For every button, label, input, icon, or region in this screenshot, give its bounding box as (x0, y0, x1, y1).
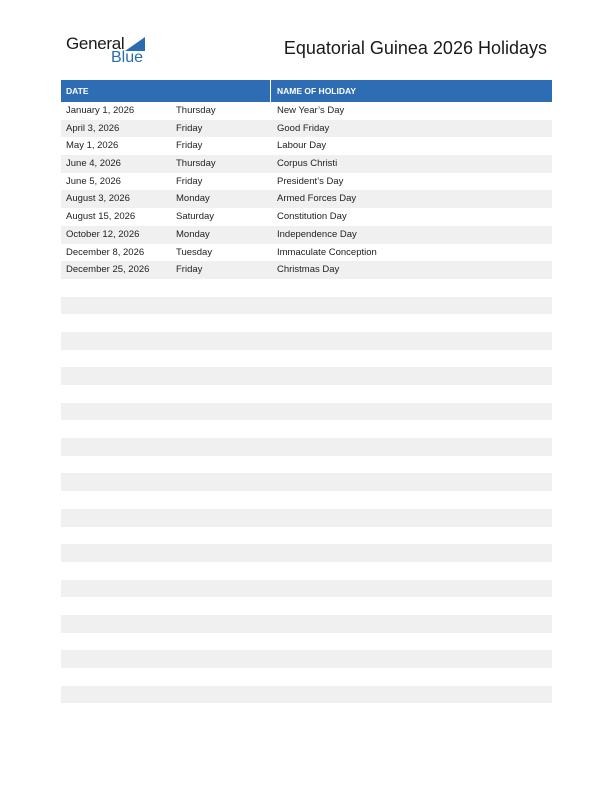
holiday-weekday: Thursday (176, 105, 216, 116)
table-row (61, 120, 552, 138)
holiday-name: Armed Forces Day (277, 193, 357, 205)
holiday-weekday: Friday (176, 140, 203, 152)
logo-text-general: General (66, 34, 125, 53)
holiday-name: New Year’s Day (277, 105, 345, 116)
table-row (61, 173, 552, 191)
table-row (61, 562, 552, 580)
table-row (61, 279, 552, 297)
table-row (61, 650, 552, 668)
holiday-date: June 4, 2026 (66, 158, 121, 170)
holiday-weekday: Monday (176, 228, 210, 240)
table-row (61, 226, 552, 244)
table-row (61, 297, 552, 315)
logo-text-blue: Blue (111, 49, 144, 66)
table-body (61, 102, 552, 721)
holiday-weekday: Friday (176, 264, 203, 276)
holiday-name: Constitution Day (277, 211, 347, 223)
table-row (61, 527, 552, 545)
holiday-date: August 3, 2026 (66, 193, 130, 205)
holiday-date: August 15, 2026 (66, 211, 136, 223)
table-row (61, 668, 552, 686)
holiday-name: Christmas Day (277, 264, 340, 276)
brand-logo (66, 34, 156, 70)
table-row (61, 155, 552, 173)
holiday-table (61, 80, 552, 721)
table-row (61, 580, 552, 598)
page-title: Equatorial Guinea 2026 Holidays (283, 38, 547, 58)
table-row (61, 261, 552, 279)
table-row (61, 314, 552, 332)
table-row (61, 615, 552, 633)
holiday-name: President’s Day (277, 175, 344, 187)
table-row (61, 491, 552, 509)
holiday-weekday: Monday (176, 193, 210, 205)
holiday-weekday: Thursday (176, 158, 216, 170)
holiday-name: Labour Day (277, 140, 327, 152)
table-row (61, 633, 552, 651)
table-row (61, 597, 552, 615)
holiday-date: December 8, 2026 (66, 246, 145, 258)
table-row (61, 473, 552, 491)
holiday-date: December 25, 2026 (66, 264, 150, 276)
table-row (61, 385, 552, 403)
holiday-weekday: Friday (176, 175, 203, 187)
column-header-holiday-name: NAME OF HOLIDAY (277, 86, 357, 96)
table-row (61, 244, 552, 262)
holiday-date: October 12, 2026 (66, 228, 140, 240)
holiday-weekday: Friday (176, 122, 203, 134)
table-row (61, 703, 552, 721)
table-row (61, 190, 552, 208)
table-row (61, 686, 552, 704)
column-header-date: DATE (61, 80, 271, 102)
holiday-date: June 5, 2026 (66, 175, 121, 187)
table-row (61, 509, 552, 527)
holiday-name: Immaculate Conception (277, 246, 377, 258)
table-row (61, 420, 552, 438)
table-row (61, 544, 552, 562)
table-row (61, 102, 552, 120)
holiday-name: Corpus Christi (277, 158, 338, 170)
table-header (61, 80, 552, 102)
table-row (61, 438, 552, 456)
holiday-date: January 1, 2026 (66, 105, 135, 116)
table-row (61, 208, 552, 226)
table-row (61, 367, 552, 385)
holiday-weekday: Saturday (176, 211, 215, 223)
holiday-name: Good Friday (277, 122, 330, 134)
holiday-date: April 3, 2026 (66, 122, 120, 134)
table-row (61, 456, 552, 474)
holiday-name: Independence Day (277, 228, 357, 240)
table-row (61, 350, 552, 368)
table-row (61, 403, 552, 421)
holiday-date: May 1, 2026 (66, 140, 119, 152)
table-row (61, 137, 552, 155)
table-row (61, 332, 552, 350)
holiday-weekday: Tuesday (176, 246, 213, 258)
